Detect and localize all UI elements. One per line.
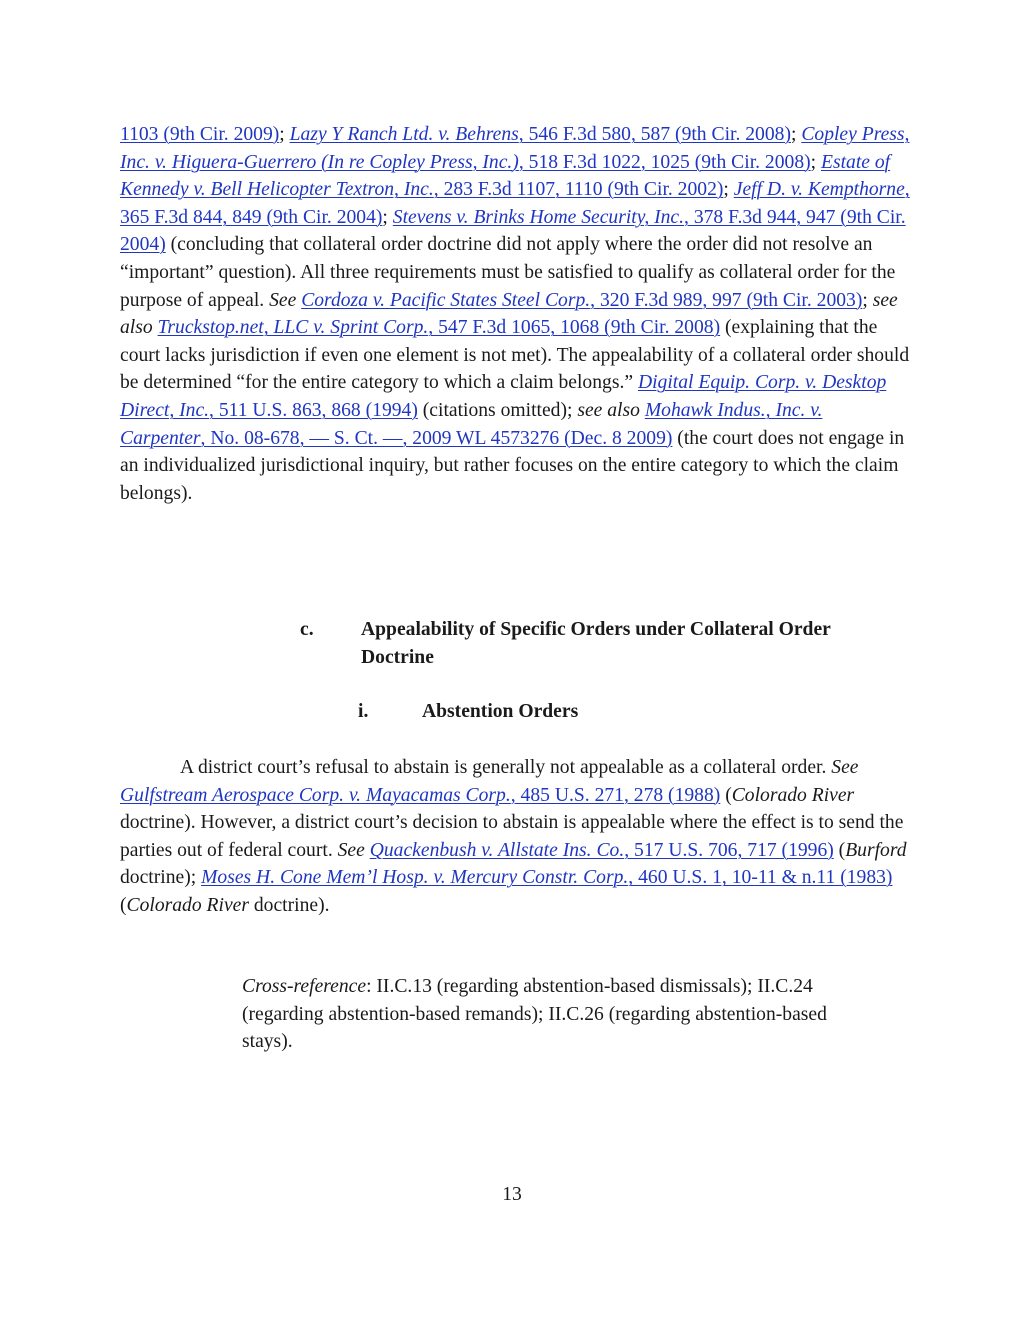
paragraph-collateral-order-doctrine xyxy=(120,121,910,507)
citation-link-cordoza[interactable] xyxy=(301,290,862,311)
doctrine-name: Colorado River xyxy=(126,894,249,916)
case-name: Digital Equip. Corp. v. Desktop Direct, Inc. xyxy=(120,372,887,421)
case-name: Truckstop.net, LLC v. Sprint Corp. xyxy=(157,317,429,339)
reporter-cite: , 517 U.S. 706, 717 (1996) xyxy=(624,839,834,861)
text-segment: ( xyxy=(833,839,846,861)
heading-text: Abstention Orders xyxy=(422,701,579,722)
text-segment: (the court does not engage in an individualized jurisdictional inquiry, but rather focuses on the entire category to which the claim belongs). xyxy=(120,427,905,504)
text-segment: doctrine); xyxy=(120,867,202,889)
citation-link-quackenbush[interactable] xyxy=(370,840,834,861)
signal-see-also: see also xyxy=(120,289,898,339)
text-segment: (concluding that collateral order doctrine did not apply where the order did not resolve an “important” question). All three requirements must be satisfied to qualify as collateral order for the purpose of appeal. xyxy=(120,234,896,311)
reporter-cite: , No. 08-678, — S. Ct. —, 2009 WL 4573276 (Dec. 8 2009) xyxy=(200,427,673,449)
text-segment: (citations omitted); xyxy=(417,399,578,421)
reporter-cite: , 460 U.S. 1, 10-11 & n.11 (1983) xyxy=(628,867,893,889)
cross-reference-note xyxy=(242,973,862,1056)
case-name: Quackenbush v. Allstate Ins. Co. xyxy=(369,839,625,861)
case-name: Moses H. Cone Mem’l Hosp. v. Mercury Constr. Corp. xyxy=(201,867,629,889)
signal-see-also: see also xyxy=(577,399,640,421)
signal-see: See xyxy=(831,757,859,778)
text-segment: doctrine). xyxy=(248,894,330,916)
case-name: Copley Press, Inc. v. Higuera-Guerrero (In re Copley Press, Inc.) xyxy=(120,124,910,173)
case-name: Stevens v. Brinks Home Security, Inc. xyxy=(392,206,685,228)
reporter-cite: , 365 F.3d 844, 849 (9th Cir. 2004) xyxy=(120,179,910,228)
reporter-cite: , 283 F.3d 1107, 1110 (9th Cir. 2002) xyxy=(433,179,724,201)
citation-link-gulfstream[interactable] xyxy=(120,785,720,806)
reporter-cite: , 546 F.3d 580, 587 (9th Cir. 2008) xyxy=(518,124,791,145)
reporter-cite: , 485 U.S. 271, 278 (1988) xyxy=(510,784,721,806)
text-segment: ; xyxy=(862,289,873,311)
text-segment: ; xyxy=(723,179,734,201)
case-name: Gulfstream Aerospace Corp. v. Mayacamas Corp. xyxy=(120,784,511,806)
reporter-cite: , 378 F.3d 944, 947 (9th Cir. 2004) xyxy=(120,206,906,256)
heading-text: Appealability of Specific Orders under Collateral Order Doctrine xyxy=(361,619,831,668)
text-segment: ; xyxy=(810,151,821,173)
section-heading-i xyxy=(358,698,758,728)
citation-link-truckstop-net[interactable] xyxy=(158,317,721,338)
signal-see: See xyxy=(337,839,365,861)
text-segment: doctrine). However, a district court’s decision to abstain is appealable where the effect is to send the parties out of federal court. xyxy=(120,812,904,861)
case-name: Estate of Kennedy v. Bell Helicopter Textron, Inc. xyxy=(120,151,891,201)
text-segment: ( xyxy=(720,784,732,806)
signal-see: See xyxy=(269,289,297,311)
reporter-cite: , 320 F.3d 989, 997 (9th Cir. 2003) xyxy=(590,289,863,311)
text-segment: ; xyxy=(279,124,290,145)
text-segment: A district court’s refusal to abstain is generally not appealable as a collateral order. xyxy=(180,757,832,778)
text-segment: ; xyxy=(382,206,393,228)
doctrine-name: Colorado River xyxy=(731,784,855,806)
citation-link-moses-h-cone[interactable] xyxy=(201,867,892,888)
text-segment: ; xyxy=(790,124,802,145)
case-name: Jeff D. v. Kempthorne xyxy=(733,179,905,201)
cross-reference-label: Cross-reference xyxy=(242,976,367,997)
cross-reference-text: : II.C.13 (regarding abstention-based dismissals); II.C.24 (regarding abstention-based remands); II.C.26 (regarding abstention-based stays). xyxy=(242,976,827,1053)
reporter-cite: , 547 F.3d 1065, 1068 (9th Cir. 2008) xyxy=(428,317,721,339)
heading-label: i. xyxy=(358,701,369,722)
citation-link-lazy-y-ranch[interactable] xyxy=(290,124,791,145)
text-segment: (explaining that the court lacks jurisdiction if even one element is not met). The appealability of a collateral order should be determined “for the entire category to which a claim belongs.” xyxy=(120,317,910,394)
paragraph-abstention-orders xyxy=(120,754,910,920)
case-name: Mohawk Indus., Inc. v. Carpenter xyxy=(120,399,823,449)
citation-link-1103-9th-cir-2009[interactable]: 1103 (9th Cir. 2009) xyxy=(120,124,280,145)
text-segment: ( xyxy=(120,894,127,916)
heading-label: c. xyxy=(300,619,314,640)
reporter-cite: , 518 F.3d 1022, 1025 (9th Cir. 2008) xyxy=(518,151,811,173)
page-number: 13 xyxy=(502,1184,522,1205)
case-name: Lazy Y Ranch Ltd. v. Behrens xyxy=(289,124,519,145)
doctrine-name: Burford xyxy=(845,839,907,861)
case-name: Cordoza v. Pacific States Steel Corp. xyxy=(301,289,591,311)
reporter-cite: , 511 U.S. 863, 868 (1994) xyxy=(209,399,418,421)
section-heading-c xyxy=(300,616,900,676)
